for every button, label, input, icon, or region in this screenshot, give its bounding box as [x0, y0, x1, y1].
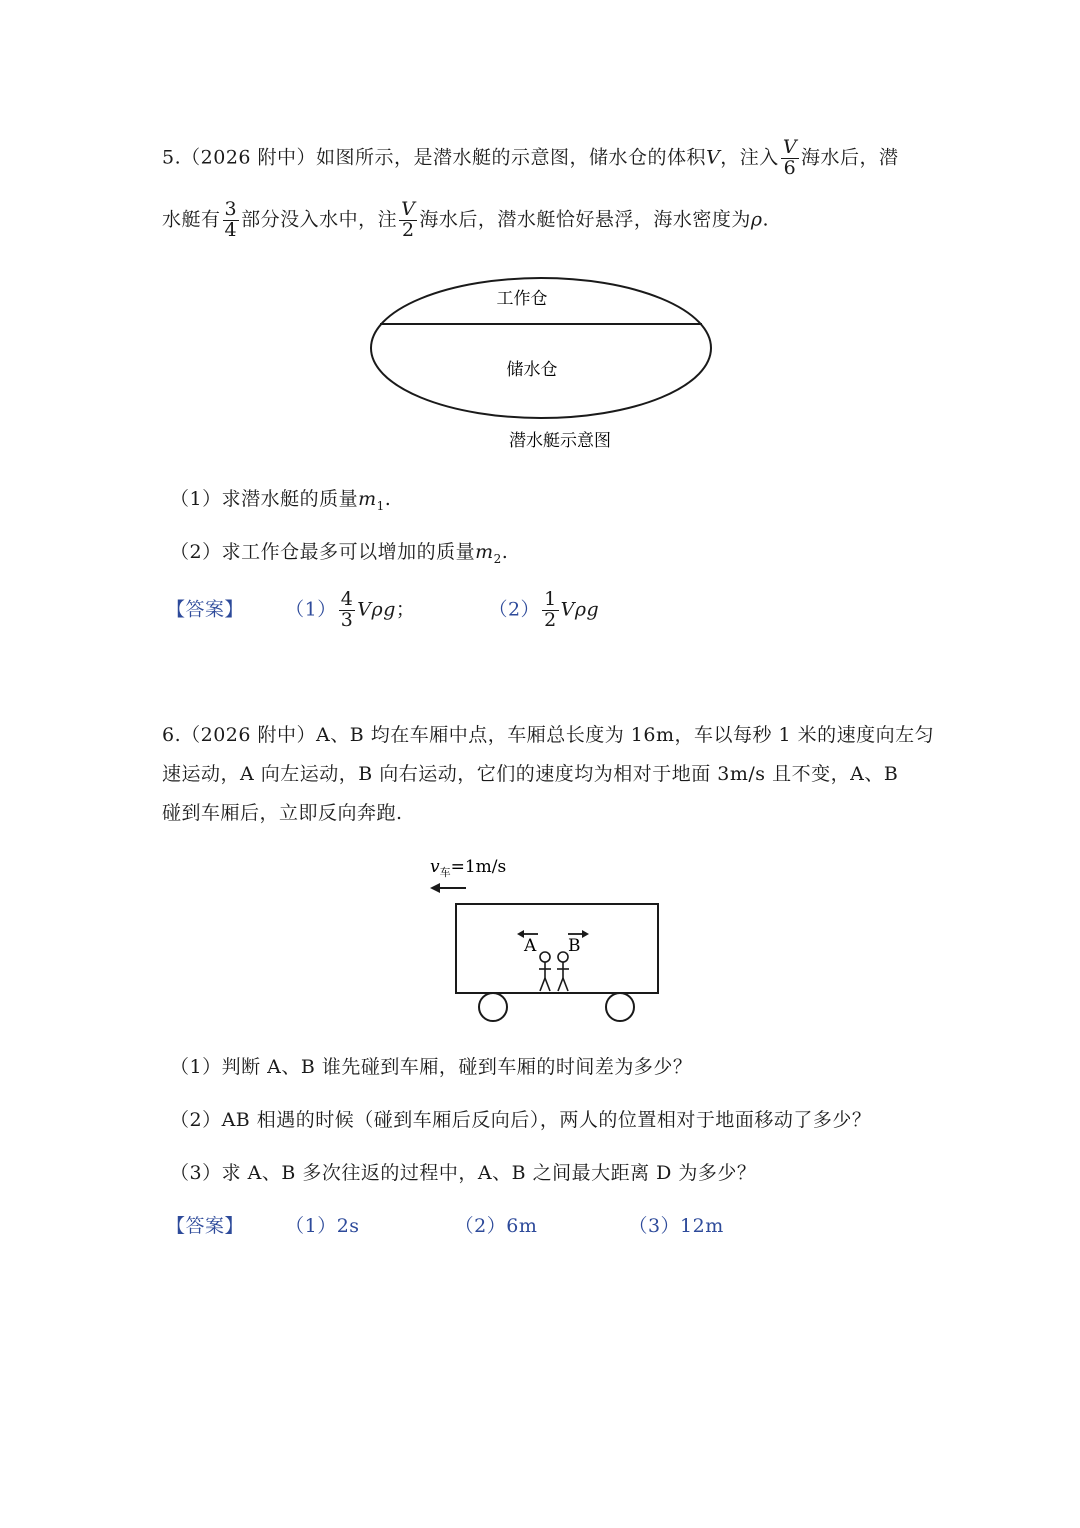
answer-1-value: 2s: [336, 1215, 360, 1237]
sub1-var: m: [358, 488, 377, 510]
answer-2-fraction: [542, 590, 559, 631]
q5-source: （2026 附中）: [181, 146, 317, 169]
q5-number: 5.: [162, 146, 182, 169]
person-b-icon: [557, 952, 569, 991]
frac-denominator: 2: [544, 608, 557, 631]
diagram-caption: 潜水艇示意图: [509, 431, 611, 451]
frac-denominator: 6: [783, 156, 797, 179]
sub2-var: m: [475, 541, 494, 563]
answer-label: 【答案】: [166, 1215, 245, 1237]
answer-3-label: （3）: [628, 1215, 681, 1237]
sub1-text: （1）求潜水艇的质量: [170, 488, 359, 510]
wheel-left: [479, 993, 507, 1021]
q5-sub-question-1: [170, 484, 391, 513]
q5-text-2d: .: [762, 208, 770, 231]
sub2-end: .: [501, 541, 509, 563]
velocity-arrow-icon: [430, 883, 466, 893]
q5-text-2c: 海水后，潜水艇恰好悬浮，海水密度为: [419, 208, 751, 231]
velocity-label: [430, 857, 506, 879]
q5-text-1c: 海水后，潜: [801, 146, 899, 169]
frac-numerator: V: [401, 198, 416, 220]
frac-denominator: 3: [340, 608, 354, 631]
person-a-icon: [539, 952, 551, 991]
frac-numerator: 1: [544, 588, 557, 610]
label-a: A: [524, 936, 537, 956]
answer-3-value: 12m: [680, 1215, 724, 1237]
q6-line-2: 速运动，A 向左运动，B 向右运动，它们的速度均为相对于地面 3m/s 且不变，A、B: [162, 763, 899, 785]
car-body: [456, 904, 658, 993]
q5-text-1a: 如图所示，是潜水艇的示意图，储水仓的体积: [316, 146, 707, 169]
sub1-subscript: 1: [376, 498, 385, 513]
answer-1-expression: Vρg: [357, 598, 396, 621]
q5-fraction-v-over-2: [399, 200, 417, 241]
answer-2-expression: Vρg: [560, 598, 600, 621]
q5-fraction-v-over-6: [781, 138, 799, 179]
answer-2-value: 6m: [506, 1215, 538, 1237]
frac-denominator: 2: [401, 218, 415, 241]
frac-numerator: V: [782, 136, 798, 158]
q5-text-2a: 水艇有: [162, 208, 221, 231]
velocity-value: =1m/s: [450, 857, 507, 877]
q6-line-3: 碰到车厢后，立即反向奔跑.: [162, 802, 403, 824]
q5-var-v: V: [706, 146, 721, 169]
sub1-end: .: [384, 488, 392, 510]
submarine-diagram: [360, 268, 720, 458]
q6-sub-question-1: （1）判断 A、B 谁先碰到车厢，碰到车厢的时间差为多少？: [170, 1056, 693, 1078]
answer-2-label: （2）: [454, 1215, 507, 1237]
answer-1-label: （1）: [285, 1215, 337, 1237]
q5-sub-question-2: [170, 537, 508, 566]
q5-fraction-3-over-4: [223, 200, 240, 241]
velocity-subscript: 车: [439, 866, 451, 879]
wheel-right: [606, 993, 634, 1021]
answer-1-fraction: [339, 590, 356, 631]
label-b: B: [568, 936, 581, 956]
answer-1-separator: ；: [395, 598, 416, 621]
q5-line-1: [162, 138, 899, 179]
q5-text-2b: 部分没入水中，注: [241, 208, 398, 231]
sub2-text: （2）求工作仓最多可以增加的质量: [170, 541, 476, 563]
q6-sub-question-2: （2）AB 相遇的时候（碰到车厢后反向后），两人的位置相对于地面移动了多少？: [170, 1109, 872, 1131]
water-tank-label: 储水仓: [506, 360, 558, 380]
frac-numerator: 3: [224, 198, 238, 220]
q5-rho: ρ: [750, 208, 763, 231]
answer-label: 【答案】: [166, 598, 245, 621]
frac-denominator: 4: [224, 218, 238, 241]
frac-numerator: 4: [340, 588, 354, 610]
velocity-var: v: [430, 857, 440, 877]
q6-answer: [166, 1211, 724, 1238]
q6-sub-question-3: （3）求 A、B 多次往返的过程中，A、B 之间最大距离 D 为多少？: [170, 1162, 757, 1184]
q5-line-2: [162, 200, 769, 241]
answer-1-label: （1）: [285, 598, 337, 621]
q5-text-1b: ，注入: [720, 146, 779, 169]
work-compartment-label: 工作仓: [496, 289, 548, 309]
answer-2-label: （2）: [488, 598, 541, 621]
train-car-diagram: [420, 850, 680, 1030]
q5-answer: [166, 590, 599, 631]
sub2-subscript: 2: [493, 551, 502, 566]
q6-line-1: 6.（2026 附中）A、B 均在车厢中点，车厢总长度为 16m，车以每秒 1 米的速度向左匀: [162, 724, 935, 746]
